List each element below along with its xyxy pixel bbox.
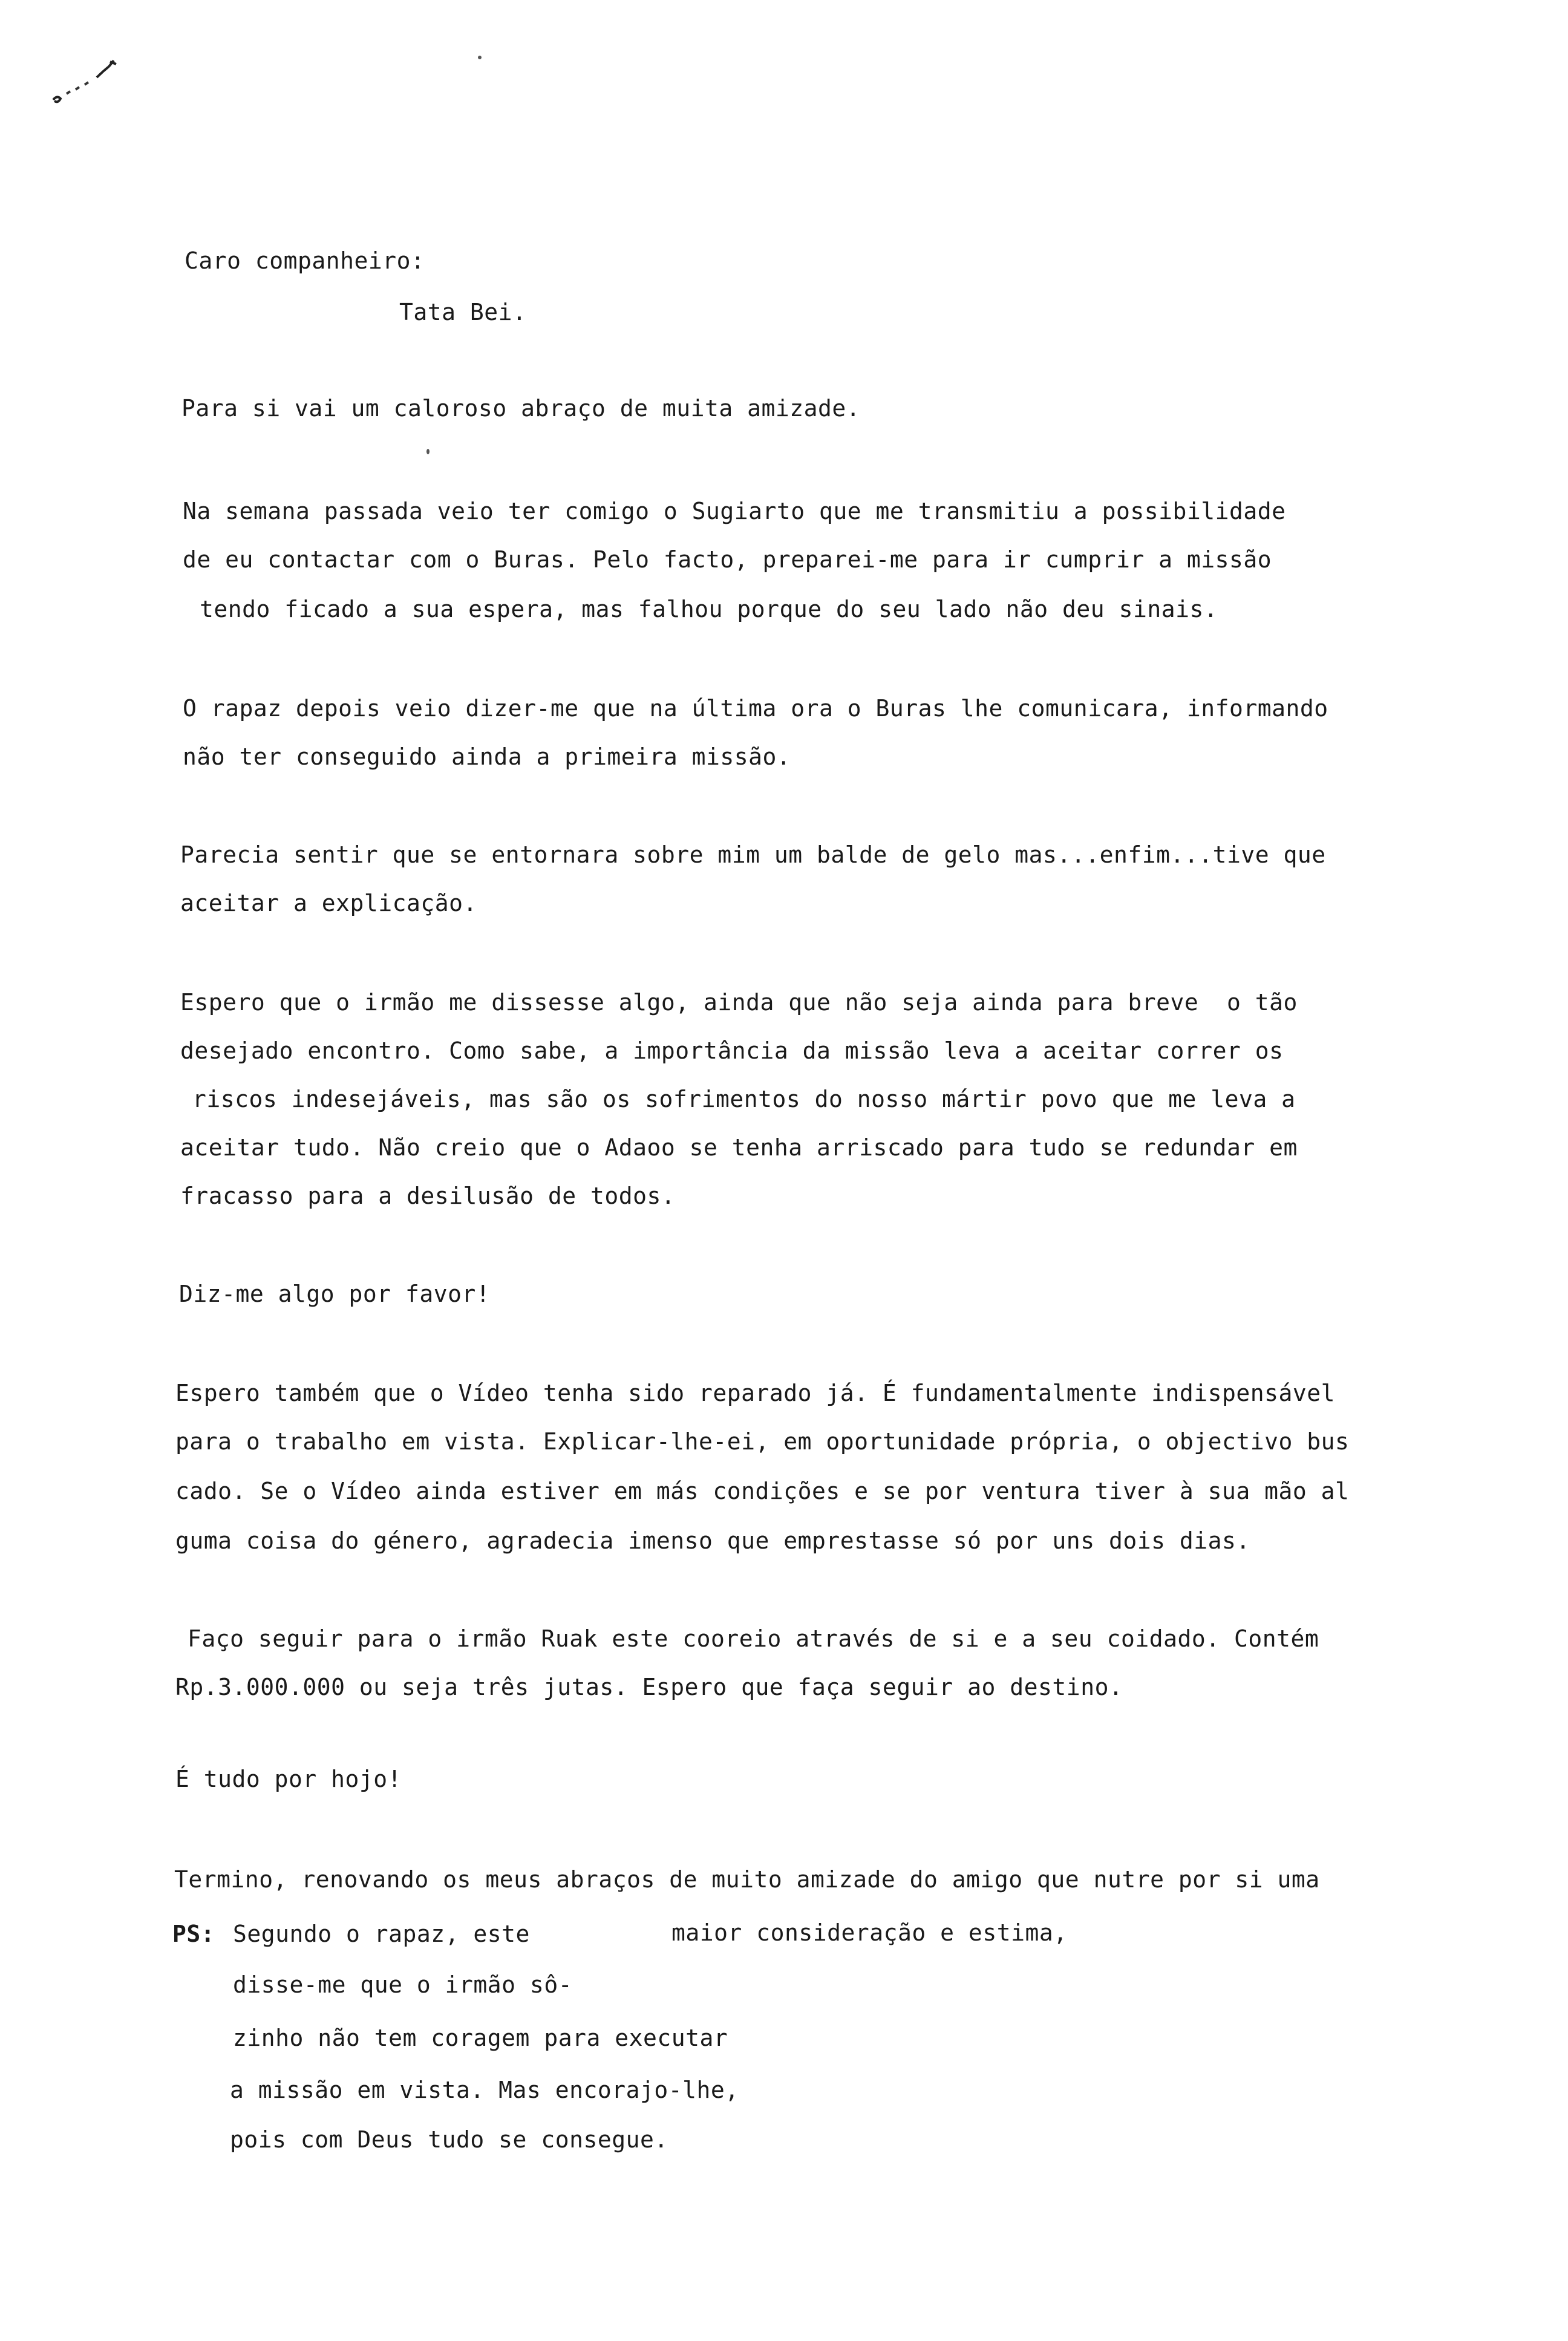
paragraph-line: desejado encontro. Como sabe, a importância da missão leva a aceitar correr os [180,1037,1284,1064]
closing-line: maior consideração e estima, [671,1919,1068,1946]
paragraph-line: Faço seguir para o irmão Ruak este cooreio através de si e a seu coidado. Contém [188,1625,1319,1652]
salutation: Caro companheiro: [185,247,425,274]
paragraph-line: Rp.3.000.000 ou seja três jutas. Espero que faça seguir ao destino. [175,1674,1123,1700]
ps-label: PS: [172,1921,215,1947]
paragraph-line: Espero também que o Vídeo tenha sido reparado já. É fundamentalmente indispensável [175,1380,1335,1406]
paragraph-line: Diz-me algo por favor! [179,1281,491,1307]
recipient: Tata Bei. [399,299,527,325]
closing-line: Termino, renovando os meus abraços de muito amizade do amigo que nutre por si uma [174,1866,1320,1893]
paragraph-line: cado. Se o Vídeo ainda estiver em más condições e se por ventura tiver à sua mão al [175,1478,1350,1504]
speck-mark [478,56,482,59]
paragraph-line: Na semana passada veio ter comigo o Sugiarto que me transmitiu a possibilidade [183,498,1286,524]
handwritten-corner-mark [48,36,139,115]
paragraph-line: O rapaz depois veio dizer-me que na última ora o Buras lhe comunicara, informando [183,695,1328,722]
ps-line: pois com Deus tudo se consegue. [230,2126,668,2153]
paragraph-line: fracasso para a desilusão de todos. [180,1183,676,1209]
ps-line: disse-me que o irmão sô- [233,1971,573,1998]
ps-line: Segundo o rapaz, este [233,1921,530,1947]
paragraph-line: guma coisa do género, agradecia imenso que emprestasse só por uns dois dias. [175,1527,1250,1554]
paragraph-line: Espero que o irmão me dissesse algo, ainda que não seja ainda para breve o tão [180,989,1298,1016]
ps-line: a missão em vista. Mas encorajo-lhe, [230,2077,739,2103]
paragraph-line: de eu contactar com o Buras. Pelo facto, preparei-me para ir cumprir a missão [183,546,1272,573]
paragraph-line: riscos indesejáveis, mas são os sofrimentos do nosso mártir povo que me leva a [192,1086,1296,1112]
paragraph-line: Para si vai um caloroso abraço de muita amizade. [181,395,861,422]
paragraph-line: Parecia sentir que se entornara sobre mim um balde de gelo mas...enfim...tive que [180,841,1326,868]
paragraph-line: para o trabalho em vista. Explicar-lhe-ei, em oportunidade própria, o objectivo bus [175,1428,1350,1455]
paragraph-line: É tudo por hojo! [175,1766,402,1792]
ps-line: zinho não tem coragem para executar [233,2025,728,2051]
paragraph-line: não ter conseguido ainda a primeira missão. [183,743,791,770]
paragraph-line: tendo ficado a sua espera, mas falhou porque do seu lado não deu sinais. [200,596,1218,622]
paragraph-line: aceitar tudo. Não creio que o Adaoo se tenha arriscado para tudo se redundar em [180,1134,1298,1161]
speck-mark [426,449,430,454]
paragraph-line: aceitar a explicação. [180,890,477,916]
